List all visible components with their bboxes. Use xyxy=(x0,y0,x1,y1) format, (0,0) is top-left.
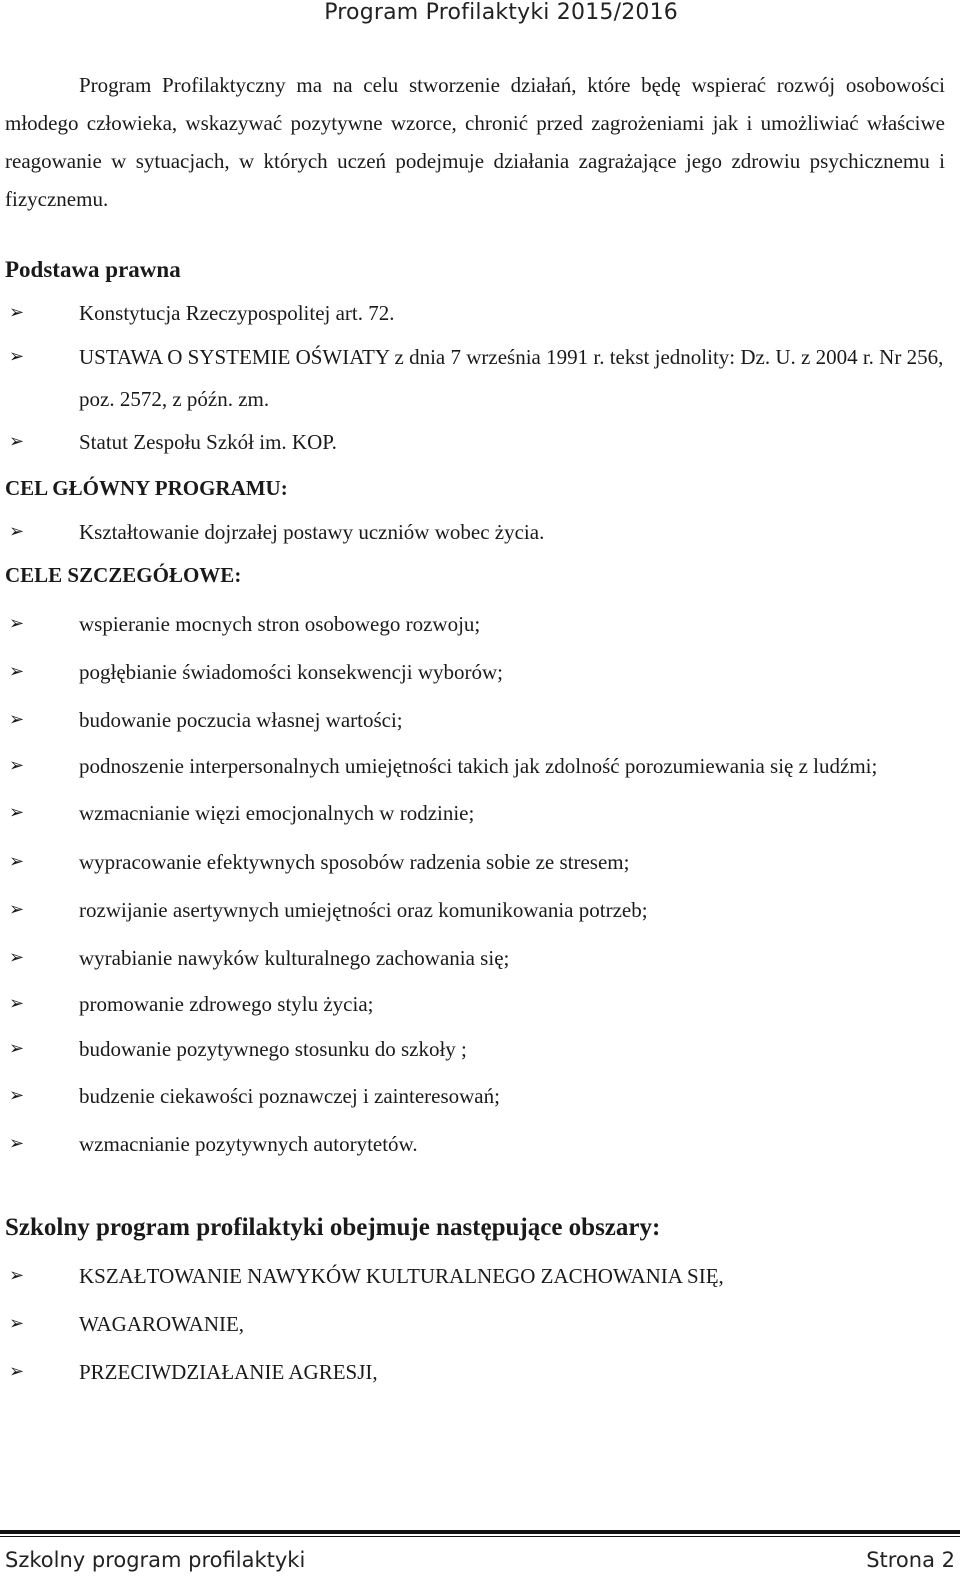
list-item: ➢ budzenie ciekawości poznawczej i zainteresowań; xyxy=(5,1072,945,1120)
arrow-bullet-icon: ➢ xyxy=(9,709,25,730)
legal-list xyxy=(5,290,945,464)
arrow-bullet-icon: ➢ xyxy=(9,993,25,1014)
arrow-bullet-icon: ➢ xyxy=(9,1133,25,1154)
list-item: ➢ budowanie poczucia własnej wartości; xyxy=(5,696,945,744)
footer-rule-thin xyxy=(0,1536,960,1537)
page-footer xyxy=(0,1530,960,1588)
list-item: ➢ Kształtowanie dojrzałej postawy uczniów wobec życia. xyxy=(5,512,945,552)
arrow-bullet-icon: ➢ xyxy=(9,431,25,452)
arrow-bullet-icon: ➢ xyxy=(9,613,25,634)
list-item: ➢ Statut Zespołu Szkół im. KOP. xyxy=(5,420,945,464)
arrow-bullet-icon: ➢ xyxy=(9,1361,25,1382)
arrow-bullet-icon: ➢ xyxy=(9,851,25,872)
arrow-bullet-icon: ➢ xyxy=(9,947,25,968)
detailed-goals-heading: CELE SZCZEGÓŁOWE: xyxy=(5,563,242,587)
detailed-goals-list xyxy=(5,600,945,1168)
main-goal-list xyxy=(5,512,945,552)
areas-heading: Szkolny program profilaktyki obejmuje następujące obszary: xyxy=(5,1214,661,1241)
areas-list xyxy=(5,1252,945,1396)
list-item: ➢ wzmacnianie pozytywnych autorytetów. xyxy=(5,1120,945,1168)
footer-title: Szkolny program profilaktyki xyxy=(5,1548,306,1572)
page-number: Strona 2 xyxy=(866,1548,955,1572)
footer-rule xyxy=(0,1530,960,1534)
list-item: ➢ wspieranie mocnych stron osobowego rozwoju; xyxy=(5,600,945,648)
arrow-bullet-icon: ➢ xyxy=(9,1038,25,1059)
main-goal-heading: CEL GŁÓWNY PROGRAMU: xyxy=(5,476,288,500)
arrow-bullet-icon: ➢ xyxy=(9,802,25,823)
arrow-bullet-icon: ➢ xyxy=(9,661,25,682)
arrow-bullet-icon: ➢ xyxy=(9,346,25,367)
list-item: ➢ USTAWA O SYSTEMIE OŚWIATY z dnia 7 września 1991 r. tekst jednolity: Dz. U. z 2004 r. Nr 256, poz. 2572, z późn. zm. xyxy=(5,336,945,420)
page-header: Program Profilaktyki 2015/2016 xyxy=(324,0,678,25)
list-item: ➢ promowanie zdrowego stylu życia; xyxy=(5,982,945,1026)
legal-heading: Podstawa prawna xyxy=(5,257,181,282)
list-item: ➢ wypracowanie efektywnych sposobów radzenia sobie ze stresem; xyxy=(5,838,945,886)
intro-paragraph: Program Profilaktyczny ma na celu stworzenie działań, które będę wspierać rozwój osobowości młodego człowieka, wskazywać pozytywne wzorce, chronić przed zagrożeniami jak i umożliwiać właściwe reagowanie w sytuacjach, w których uczeń podejmuje działania zagrażające jego zdrowiu psychicznemu i fizycznemu. xyxy=(5,73,945,211)
arrow-bullet-icon: ➢ xyxy=(9,755,25,776)
list-item: ➢ PRZECIWDZIAŁANIE AGRESJI, xyxy=(5,1348,945,1396)
list-item: ➢ rozwijanie asertywnych umiejętności oraz komunikowania potrzeb; xyxy=(5,886,945,934)
list-item: ➢ Konstytucja Rzeczypospolitej art. 72. xyxy=(5,290,945,336)
arrow-bullet-icon: ➢ xyxy=(9,521,25,542)
list-item: ➢ wzmacnianie więzi emocjonalnych w rodzinie; xyxy=(5,788,945,838)
arrow-bullet-icon: ➢ xyxy=(9,1085,25,1106)
list-item: ➢ pogłębianie świadomości konsekwencji wyborów; xyxy=(5,648,945,696)
list-item: ➢ KSZAŁTOWANIE NAWYKÓW KULTURALNEGO ZACHOWANIA SIĘ, xyxy=(5,1252,945,1300)
list-item: ➢ WAGAROWANIE, xyxy=(5,1300,945,1348)
arrow-bullet-icon: ➢ xyxy=(9,899,25,920)
list-item: ➢ budowanie pozytywnego stosunku do szkoły ; xyxy=(5,1026,945,1072)
arrow-bullet-icon: ➢ xyxy=(9,1265,25,1286)
document-body xyxy=(5,66,945,1396)
arrow-bullet-icon: ➢ xyxy=(9,1313,25,1334)
arrow-bullet-icon: ➢ xyxy=(9,302,25,323)
list-item: ➢ wyrabianie nawyków kulturalnego zachowania się; xyxy=(5,934,945,982)
list-item: ➢ podnoszenie interpersonalnych umiejętności takich jak zdolność porozumiewania się z ludźmi; xyxy=(5,744,945,788)
